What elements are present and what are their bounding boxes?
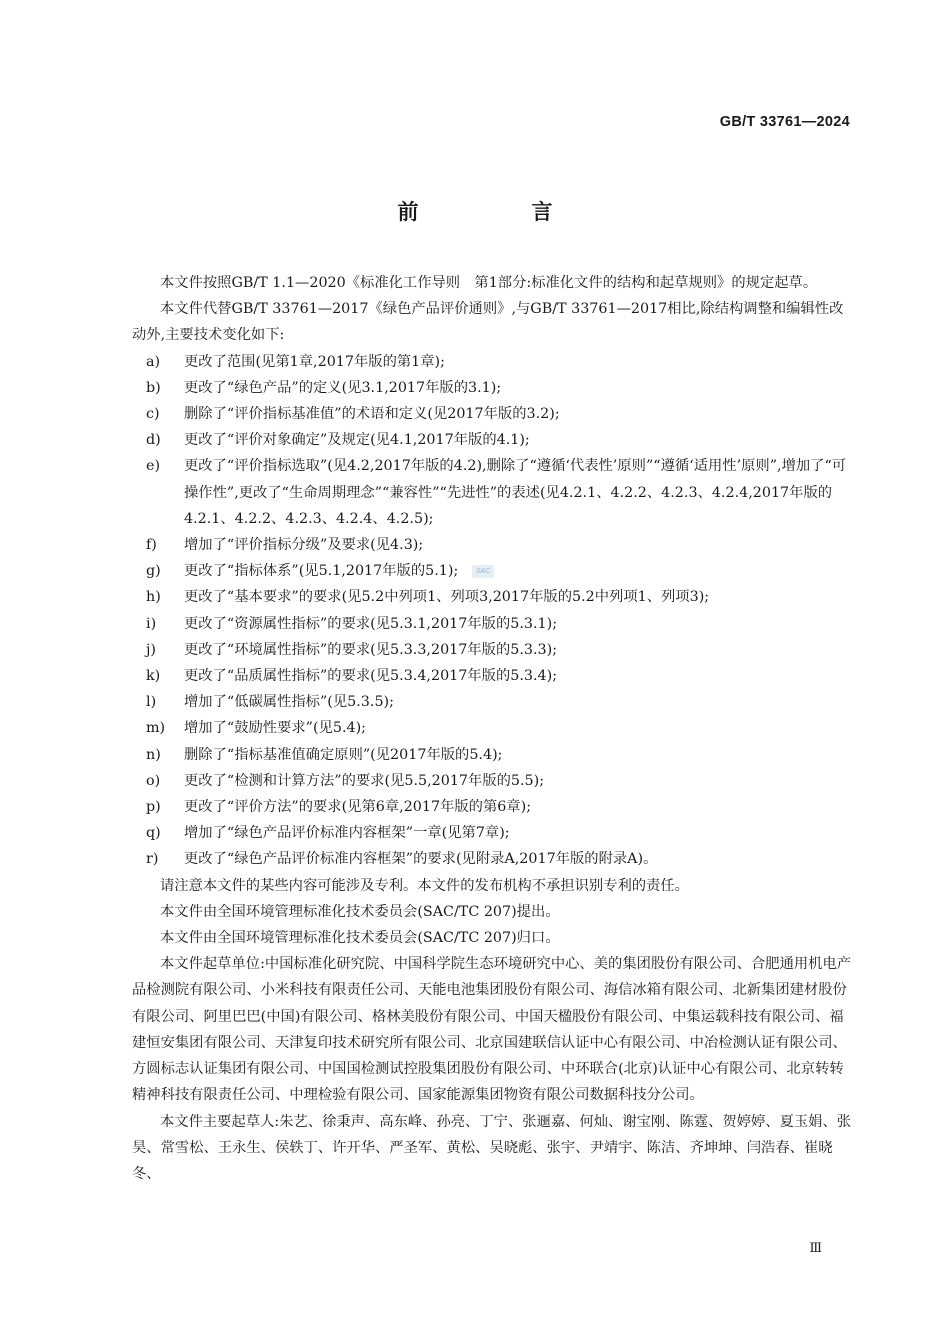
list-item-label: n) xyxy=(146,746,161,763)
list-item-label: j) xyxy=(146,641,157,658)
list-item-label: d) xyxy=(146,432,161,449)
list-item xyxy=(132,820,853,846)
list-item xyxy=(132,637,853,663)
list-item-label: q) xyxy=(146,825,161,842)
document-body xyxy=(132,270,853,1187)
list-item xyxy=(132,715,853,741)
list-item xyxy=(132,611,853,637)
list-item xyxy=(132,663,853,689)
list-item-label: a) xyxy=(146,353,161,370)
list-item xyxy=(132,375,853,401)
list-item xyxy=(132,532,853,558)
list-item xyxy=(132,742,853,768)
list-item-label: p) xyxy=(146,799,161,816)
proposer-statement: 本文件由全国环境管理标准化技术委员会(SAC/TC 207)提出。 xyxy=(160,903,560,920)
list-item xyxy=(132,453,853,532)
list-item xyxy=(132,401,853,427)
list-item-label: c) xyxy=(146,406,160,423)
intro-paragraph: 本文件代替GB/T 33761—2017《绿色产品评价通则》,与GB/T 33761—2017相比,除结构调整和编辑性改动外,主要技术变化如下: xyxy=(132,301,844,344)
list-item-text: 更改了“指标体系”(见5.1,2017年版的5.1); xyxy=(184,563,459,580)
list-item-text: 更改了“资源属性指标”的要求(见5.3.1,2017年版的5.3.1); xyxy=(184,615,558,632)
list-item-label: i) xyxy=(146,615,157,632)
list-item-text: 更改了“基本要求”的要求(见5.2中列项1、列项3,2017年版的5.2中列项1、列项3); xyxy=(184,589,710,606)
list-item-text: 更改了“绿色产品评价标准内容框架”的要求(见附录A,2017年版的附录A)。 xyxy=(184,851,658,868)
list-item xyxy=(132,558,853,584)
list-item-label: f) xyxy=(146,537,157,554)
list-item xyxy=(132,427,853,453)
standard-number: GB/T 33761—2024 xyxy=(719,114,850,130)
list-item-text: 更改了“检测和计算方法”的要求(见5.5,2017年版的5.5); xyxy=(184,772,545,789)
list-item-text: 增加了“低碳属性指标”(见5.3.5); xyxy=(184,694,394,711)
sac-watermark-logo: SAC xyxy=(472,565,494,578)
page-number: Ⅲ xyxy=(809,1241,822,1256)
list-item-text: 增加了“绿色产品评价标准内容框架”一章(见第7章); xyxy=(184,825,510,842)
list-item-text: 更改了“绿色产品”的定义(见3.1,2017年版的3.1); xyxy=(184,379,502,396)
list-item xyxy=(132,846,853,872)
list-item-text: 更改了“评价方法”的要求(见第6章,2017年版的第6章); xyxy=(184,799,532,816)
list-item-text: 删除了“评价指标基准值”的术语和定义(见2017年版的3.2); xyxy=(184,406,560,423)
list-item-text: 增加了“鼓励性要求”(见5.4); xyxy=(184,720,366,737)
list-item-label: r) xyxy=(146,851,159,868)
patent-notice: 请注意本文件的某些内容可能涉及专利。本文件的发布机构不承担识别专利的责任。 xyxy=(160,877,689,894)
intro-paragraph: 本文件按照GB/T 1.1—2020《标准化工作导则 第1部分:标准化文件的结构和起草规则》的规定起草。 xyxy=(160,275,818,291)
list-item-label: k) xyxy=(146,668,161,685)
list-item-text: 更改了“评价对象确定”及规定(见4.1,2017年版的4.1); xyxy=(184,432,530,449)
list-item-label: o) xyxy=(146,772,161,789)
list-item-label: g) xyxy=(146,563,161,580)
list-item-text: 更改了范围(见第1章,2017年版的第1章); xyxy=(184,353,445,370)
administrator-statement: 本文件由全国环境管理标准化技术委员会(SAC/TC 207)归口。 xyxy=(160,930,560,947)
list-item-label: e) xyxy=(146,458,161,475)
list-item-text: 删除了“指标基准值确定原则”(见2017年版的5.4); xyxy=(184,746,503,763)
page-title: 前 言 xyxy=(397,200,599,224)
main-drafters: 本文件主要起草人:朱艺、徐秉声、高东峰、孙亮、丁宁、张逦嘉、何灿、谢宝刚、陈霆、贺婷婷、夏玉娟、张昊、常雪松、王永生、侯轶丁、许开华、严圣军、黄松、吴晓彪、张宇、尹靖宇、陈洁、齐坤坤、闫浩春、崔晓冬、 xyxy=(132,1113,852,1182)
list-item xyxy=(132,584,853,610)
list-item-label: m) xyxy=(146,720,166,737)
list-item-text: 增加了“评价指标分级”及要求(见4.3); xyxy=(184,537,424,554)
list-item-label: l) xyxy=(146,694,157,711)
list-item xyxy=(132,794,853,820)
list-item-label: b) xyxy=(146,379,161,396)
list-item xyxy=(132,768,853,794)
list-item-text: 更改了“品质属性指标”的要求(见5.3.4,2017年版的5.3.4); xyxy=(184,668,558,685)
list-item xyxy=(132,689,853,715)
drafting-organizations: 本文件起草单位:中国标准化研究院、中国科学院生态环境研究中心、美的集团股份有限公司、合肥通用机电产品检测院有限公司、小米科技有限责任公司、天能电池集团股份有限公司、海信冰箱有限公司、北新集团建材股份有限公司、阿里巴巴(中国)有限公司、格林美股份有限公司、中国天楹股份有限公司、中集运载科技有限公司、福建恒安集团有限公司、天津复印技术研究所有限公司、北京国建联信认证中心有限公司、中冶检测认证有限公司、方圆标志认证集团有限公司、中国国检测试控股集团股份有限公司、中环联合(北京)认证中心有限公司、北京转转精神科技有限责任公司、中理检验有限公司、国家能源集团物资有限公司数据科技分公司。 xyxy=(132,956,852,1104)
list-item xyxy=(132,349,853,375)
list-item-text: 更改了“环境属性指标”的要求(见5.3.3,2017年版的5.3.3); xyxy=(184,641,558,658)
list-item-label: h) xyxy=(146,589,161,606)
list-item-text: 更改了“评价指标选取”(见4.2,2017年版的4.2),删除了“遵循‘代表性’原则”“遵循‘适用性’原则”,增加了“可操作性”,更改了“生命周期理念”“兼容性”“先进性”的表述(见4.2.1、4.2.2、4.2.3、4.2.4,2017年版的4.2.1、4.2.2、4.2.3、4.2.4、4.2.5); xyxy=(184,458,847,527)
